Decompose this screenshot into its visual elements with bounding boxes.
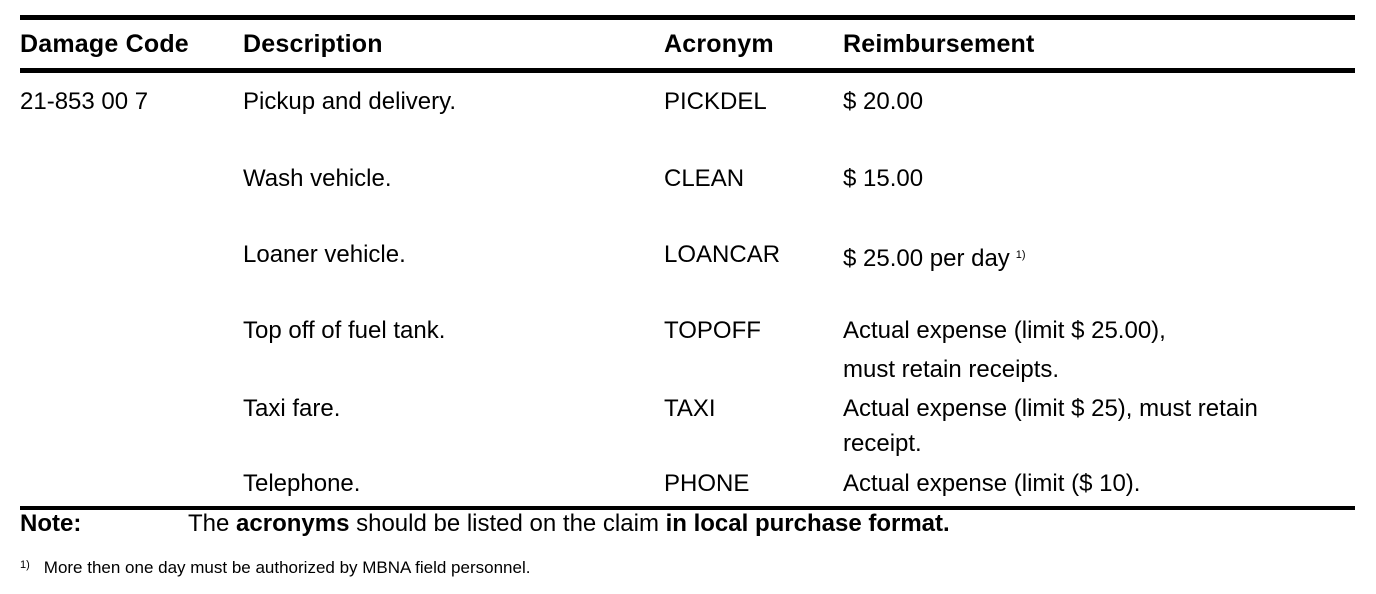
row-description: Top off of fuel tank. [243, 317, 446, 344]
row-reimbursement [843, 237, 1026, 277]
note-emphasis: in local purchase format. [665, 510, 950, 537]
row-reimbursement-line: must retain receipts. [843, 356, 1060, 383]
header-reimbursement: Reimbursement [843, 30, 1035, 58]
reimbursement-text: $ 25.00 per day [843, 245, 1010, 272]
header-description: Description [243, 30, 383, 58]
row-acronym: CLEAN [664, 165, 745, 192]
row-reimbursement-line: Actual expense (limit $ 25), must retain [843, 395, 1258, 422]
note-part: should be listed on the claim [349, 510, 666, 537]
row-reimbursement: Actual expense (limit ($ 10). [843, 470, 1141, 497]
note-label: Note: [20, 510, 82, 537]
header-acronym: Acronym [664, 30, 774, 58]
row-reimbursement: $ 20.00 [843, 88, 924, 115]
row-acronym: TOPOFF [664, 317, 761, 344]
row-description: Wash vehicle. [243, 165, 392, 192]
row-acronym: PHONE [664, 470, 750, 497]
header-damage-code: Damage Code [20, 30, 189, 58]
header-bottom-rule [20, 68, 1355, 73]
row-description: Telephone. [243, 470, 361, 497]
row-description: Pickup and delivery. [243, 88, 456, 115]
footnote-reference: 1) [1015, 249, 1026, 261]
note-part: The [188, 510, 237, 537]
row-reimbursement-line: receipt. [843, 430, 922, 457]
footnote-mark: 1) [20, 559, 30, 571]
footnote [20, 558, 530, 578]
note-text [188, 510, 950, 538]
footnote-text: More then one day must be authorized by MBNA field personnel. [43, 558, 531, 577]
damage-code-cell: 21-853 00 7 [20, 88, 149, 115]
table-top-rule [20, 15, 1355, 20]
note-emphasis: acronyms [236, 510, 350, 537]
row-description: Taxi fare. [243, 395, 341, 422]
row-description: Loaner vehicle. [243, 241, 406, 268]
row-acronym: TAXI [664, 395, 716, 422]
row-acronym: PICKDEL [664, 88, 767, 115]
row-acronym: LOANCAR [664, 241, 781, 268]
row-reimbursement-line: Actual expense (limit $ 25.00), [843, 317, 1166, 344]
row-reimbursement: $ 15.00 [843, 165, 924, 192]
